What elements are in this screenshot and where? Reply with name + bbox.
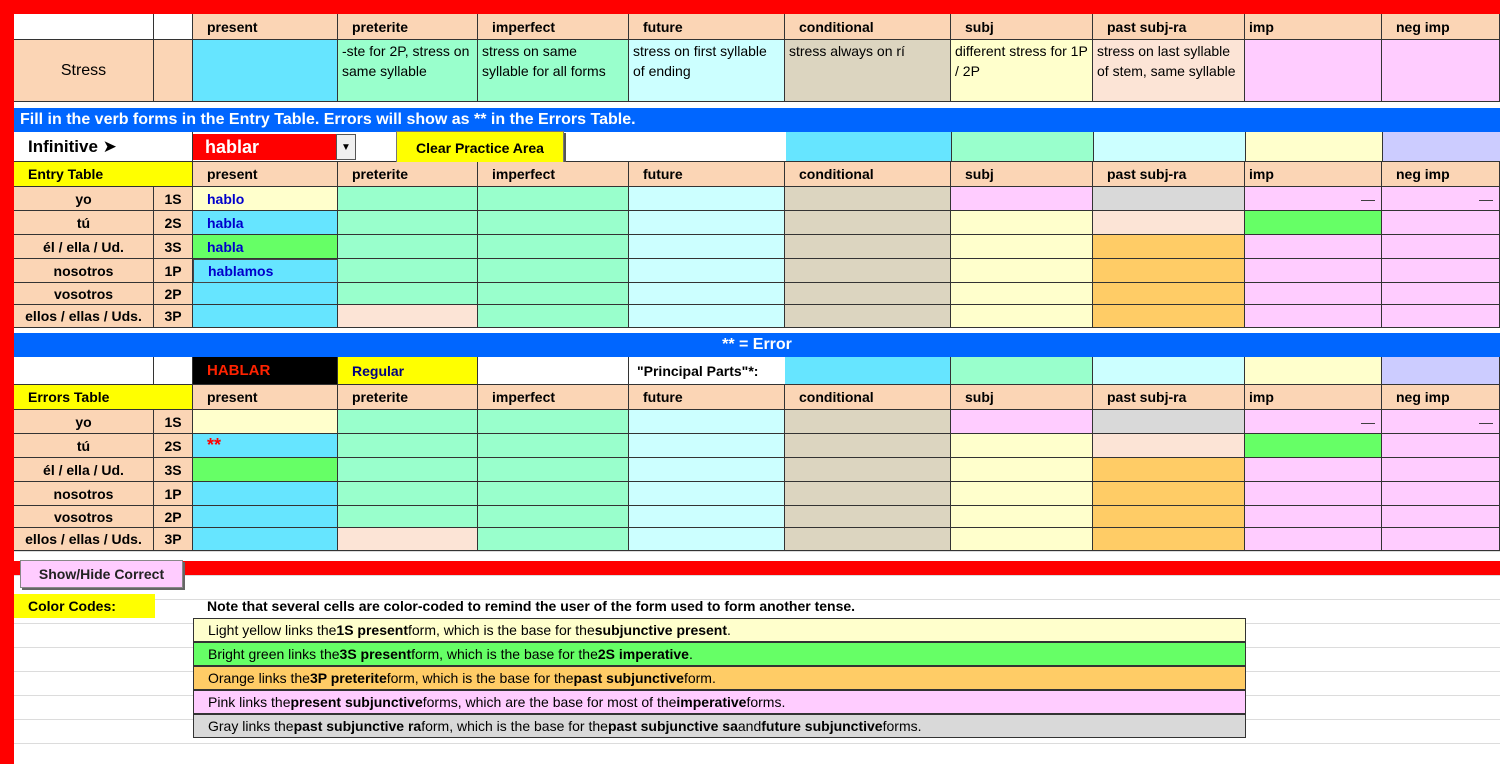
legend-light-yellow bbox=[193, 618, 1246, 642]
error-cell-imperfect bbox=[478, 506, 629, 528]
chevron-down-icon[interactable]: ▼ bbox=[336, 134, 356, 160]
error-cell-neg-imp bbox=[1382, 482, 1500, 506]
errors-h-subj: subj bbox=[951, 385, 1093, 410]
pronoun: nosotros bbox=[14, 482, 154, 506]
header-present: present bbox=[193, 14, 338, 40]
entry-cell-imperfect[interactable] bbox=[478, 235, 629, 259]
color-codes-label: Color Codes: bbox=[14, 594, 155, 618]
header-neg-imp: neg imp bbox=[1382, 14, 1500, 40]
person: 3S bbox=[154, 235, 193, 259]
errors-table-header bbox=[14, 385, 1500, 410]
entry-row bbox=[14, 259, 1500, 283]
entry-cell-future[interactable] bbox=[629, 305, 785, 328]
person: 2S bbox=[154, 434, 193, 458]
error-cell-preterite bbox=[338, 410, 478, 434]
error-cell-present bbox=[193, 506, 338, 528]
legend-text: Light yellow links the bbox=[208, 622, 337, 638]
legend-text: Orange links the bbox=[208, 670, 310, 686]
info-blank-3 bbox=[478, 357, 629, 385]
entry-cell-future[interactable] bbox=[629, 235, 785, 259]
legend-text: form, which is the base for the bbox=[421, 718, 608, 734]
legend-bold: imperative bbox=[676, 694, 747, 710]
errors-row bbox=[14, 410, 1500, 434]
entry-h-future: future bbox=[629, 162, 785, 187]
error-cell-past-subj-ra bbox=[1093, 434, 1245, 458]
entry-cell-neg-imp[interactable] bbox=[1382, 211, 1500, 235]
legend-text: Bright green links the bbox=[208, 646, 340, 662]
error-cell-future bbox=[629, 506, 785, 528]
entry-h-imperfect: imperfect bbox=[478, 162, 629, 187]
error-cell-conditional bbox=[785, 434, 951, 458]
header-imp: imp bbox=[1245, 14, 1382, 40]
entry-cell-preterite[interactable] bbox=[338, 283, 478, 305]
red-frame-top bbox=[0, 0, 1500, 14]
stress-past-subj-ra: stress on last syllable of stem, same syllable bbox=[1093, 40, 1245, 102]
entry-cell-conditional[interactable] bbox=[785, 235, 951, 259]
stress-neg-imp bbox=[1382, 40, 1500, 102]
header-blank bbox=[14, 14, 154, 40]
header-future: future bbox=[629, 14, 785, 40]
stress-row bbox=[14, 40, 1500, 102]
pp2-lavender bbox=[1382, 357, 1500, 385]
error-cell-past-subj-ra bbox=[1093, 506, 1245, 528]
errors-table-title: Errors Table bbox=[14, 385, 193, 410]
error-cell-past-subj-ra bbox=[1093, 410, 1245, 434]
entry-cell-imp[interactable] bbox=[1245, 283, 1382, 305]
legend-bold: 1S present bbox=[336, 622, 408, 638]
pp-light-cyan bbox=[1094, 132, 1246, 162]
legend-orange bbox=[193, 666, 1246, 690]
entry-cell-imperfect[interactable] bbox=[478, 283, 629, 305]
entry-cell-present[interactable]: habla bbox=[193, 235, 338, 259]
principal-parts-label: "Principal Parts"*: bbox=[629, 357, 785, 385]
entry-cell-preterite[interactable] bbox=[338, 259, 478, 283]
entry-cell-neg-imp[interactable] bbox=[1382, 305, 1500, 328]
legend-bold: future subjunctive bbox=[761, 718, 883, 734]
person: 3P bbox=[154, 305, 193, 328]
entry-cell-imp[interactable] bbox=[1245, 211, 1382, 235]
error-cell-subj bbox=[951, 482, 1093, 506]
stress-future: stress on first syllable of ending bbox=[629, 40, 785, 102]
entry-h-past-subj-ra: past subj-ra bbox=[1093, 162, 1245, 187]
error-cell-imperfect bbox=[478, 434, 629, 458]
stress-imperfect: stress on same syllable for all forms bbox=[478, 40, 629, 102]
pronoun: tú bbox=[14, 434, 154, 458]
errors-h-preterite: preterite bbox=[338, 385, 478, 410]
pronoun: ellos / ellas / Uds. bbox=[14, 528, 154, 551]
header-subj: subj bbox=[951, 14, 1093, 40]
entry-cell-future[interactable] bbox=[629, 283, 785, 305]
person: 2P bbox=[154, 283, 193, 305]
person: 2S bbox=[154, 211, 193, 235]
person: 2P bbox=[154, 506, 193, 528]
entry-cell-past-subj-ra[interactable] bbox=[1093, 211, 1245, 235]
errors-h-neg-imp: neg imp bbox=[1382, 385, 1500, 410]
errors-row bbox=[14, 458, 1500, 482]
error-cell-conditional bbox=[785, 528, 951, 551]
pp-lavender bbox=[1383, 132, 1500, 162]
error-cell-future bbox=[629, 458, 785, 482]
entry-cell-conditional[interactable] bbox=[785, 259, 951, 283]
entry-h-conditional: conditional bbox=[785, 162, 951, 187]
error-cell-neg-imp bbox=[1382, 458, 1500, 482]
pp-mint bbox=[952, 132, 1094, 162]
error-cell-future bbox=[629, 482, 785, 506]
top-header-row bbox=[14, 14, 1500, 40]
error-cell-present bbox=[193, 528, 338, 551]
entry-cell-preterite[interactable] bbox=[338, 211, 478, 235]
legend-pink bbox=[193, 690, 1246, 714]
entry-row bbox=[14, 305, 1500, 328]
legend-bold: past subjunctive sa bbox=[607, 718, 738, 734]
entry-cell-subj[interactable] bbox=[951, 283, 1093, 305]
entry-cell-imperfect[interactable] bbox=[478, 187, 629, 211]
legend-bold: 3P preterite bbox=[309, 670, 387, 686]
entry-cell-past-subj-ra[interactable] bbox=[1093, 187, 1245, 211]
pronoun: tú bbox=[14, 211, 154, 235]
errors-h-conditional: conditional bbox=[785, 385, 951, 410]
pp-yellow bbox=[1246, 132, 1383, 162]
entry-cell-conditional[interactable] bbox=[785, 283, 951, 305]
header-conditional: conditional bbox=[785, 14, 951, 40]
error-cell-preterite bbox=[338, 434, 478, 458]
entry-row bbox=[14, 211, 1500, 235]
legend-text: forms. bbox=[882, 718, 922, 734]
entry-cell-preterite[interactable] bbox=[338, 235, 478, 259]
entry-cell-imp[interactable] bbox=[1245, 235, 1382, 259]
legend-bold: subjunctive present bbox=[594, 622, 728, 638]
error-cell-present bbox=[193, 458, 338, 482]
legend-bold: present subjunctive bbox=[290, 694, 423, 710]
pronoun: vosotros bbox=[14, 283, 154, 305]
pronoun: yo bbox=[14, 187, 154, 211]
red-frame-mid bbox=[0, 561, 1500, 575]
entry-cell-present[interactable] bbox=[193, 305, 338, 328]
entry-cell-future[interactable] bbox=[629, 259, 785, 283]
error-cell-subj bbox=[951, 528, 1093, 551]
person: 1P bbox=[154, 482, 193, 506]
entry-cell-imperfect[interactable] bbox=[478, 305, 629, 328]
error-cell-subj bbox=[951, 506, 1093, 528]
error-cell-subj bbox=[951, 458, 1093, 482]
show-hide-correct-button[interactable]: Show/Hide Correct bbox=[20, 560, 183, 588]
errors-row bbox=[14, 482, 1500, 506]
error-cell-subj bbox=[951, 410, 1093, 434]
verb-name: HABLAR bbox=[193, 357, 338, 385]
error-cell-neg-imp: — bbox=[1382, 410, 1500, 434]
error-cell-preterite bbox=[338, 458, 478, 482]
pronoun: nosotros bbox=[14, 259, 154, 283]
legend-gray bbox=[193, 714, 1246, 738]
entry-h-preterite: preterite bbox=[338, 162, 478, 187]
stress-imp bbox=[1245, 40, 1382, 102]
stress-subj: different stress for 1P / 2P bbox=[951, 40, 1093, 102]
entry-cell-past-subj-ra[interactable] bbox=[1093, 235, 1245, 259]
color-codes-note: Note that several cells are color-coded to remind the user of the form used to form another tense. bbox=[207, 598, 856, 614]
error-cell-imp bbox=[1245, 482, 1382, 506]
entry-row bbox=[14, 187, 1500, 211]
entry-cell-subj[interactable] bbox=[951, 235, 1093, 259]
info-blank bbox=[14, 357, 154, 385]
person: 3S bbox=[154, 458, 193, 482]
error-cell-imperfect bbox=[478, 482, 629, 506]
infinitive-select[interactable]: hablar bbox=[193, 134, 355, 160]
error-cell-conditional bbox=[785, 506, 951, 528]
stress-present bbox=[193, 40, 338, 102]
red-frame-left bbox=[0, 0, 14, 764]
entry-cell-conditional[interactable] bbox=[785, 305, 951, 328]
entry-table-title: Entry Table bbox=[14, 162, 193, 187]
entry-cell-past-subj-ra[interactable] bbox=[1093, 283, 1245, 305]
legend-text: forms. bbox=[746, 694, 786, 710]
pronoun: ellos / ellas / Uds. bbox=[14, 305, 154, 328]
legend-bright-green bbox=[193, 642, 1246, 666]
entry-cell-conditional[interactable] bbox=[785, 211, 951, 235]
legend-text: Pink links the bbox=[208, 694, 291, 710]
error-cell-neg-imp bbox=[1382, 528, 1500, 551]
error-banner: ** = Error bbox=[14, 333, 1500, 357]
entry-cell-subj[interactable] bbox=[951, 259, 1093, 283]
pronoun: él / ella / Ud. bbox=[14, 458, 154, 482]
entry-cell-imperfect[interactable] bbox=[478, 259, 629, 283]
error-cell-neg-imp bbox=[1382, 506, 1500, 528]
entry-cell-past-subj-ra[interactable] bbox=[1093, 305, 1245, 328]
person: 1P bbox=[154, 259, 193, 283]
legend-text: form, which is the base for the bbox=[386, 670, 574, 686]
person: 1S bbox=[154, 410, 193, 434]
entry-h-neg-imp: neg imp bbox=[1382, 162, 1500, 187]
person: 3P bbox=[154, 528, 193, 551]
error-cell-past-subj-ra bbox=[1093, 458, 1245, 482]
entry-cell-preterite[interactable] bbox=[338, 187, 478, 211]
stress-label: Stress bbox=[14, 40, 154, 102]
entry-h-present: present bbox=[193, 162, 338, 187]
legend-text: form, which is the base for the bbox=[411, 646, 598, 662]
error-cell-past-subj-ra bbox=[1093, 482, 1245, 506]
entry-row bbox=[14, 283, 1500, 305]
entry-cell-subj[interactable] bbox=[951, 187, 1093, 211]
legend-bold: past subjunctive bbox=[573, 670, 684, 686]
verb-info-row bbox=[14, 357, 1500, 385]
legend-text: form. bbox=[683, 670, 716, 686]
entry-cell-present[interactable]: hablamos bbox=[193, 259, 338, 283]
infinitive-label: Infinitive ➤ bbox=[14, 132, 193, 162]
entry-cell-neg-imp[interactable] bbox=[1382, 235, 1500, 259]
pronoun: vosotros bbox=[14, 506, 154, 528]
legend-bold: 3S present bbox=[339, 646, 412, 662]
stress-conditional: stress always on rí bbox=[785, 40, 951, 102]
error-cell-present: ** bbox=[193, 434, 338, 458]
entry-cell-imp[interactable] bbox=[1245, 305, 1382, 328]
legend-text: Gray links the bbox=[208, 718, 294, 734]
entry-cell-neg-imp[interactable] bbox=[1382, 283, 1500, 305]
errors-h-imperfect: imperfect bbox=[478, 385, 629, 410]
pp2-light-cyan bbox=[1093, 357, 1245, 385]
entry-cell-present[interactable] bbox=[193, 283, 338, 305]
header-imperfect: imperfect bbox=[478, 14, 629, 40]
error-cell-conditional bbox=[785, 410, 951, 434]
errors-row bbox=[14, 434, 1500, 458]
error-cell-imperfect bbox=[478, 458, 629, 482]
errors-row bbox=[14, 506, 1500, 528]
verb-type: Regular bbox=[338, 357, 478, 385]
errors-h-present: present bbox=[193, 385, 338, 410]
info-blank-2 bbox=[154, 357, 193, 385]
entry-row bbox=[14, 235, 1500, 259]
errors-h-future: future bbox=[629, 385, 785, 410]
entry-cell-subj[interactable] bbox=[951, 305, 1093, 328]
error-cell-imp bbox=[1245, 458, 1382, 482]
entry-cell-preterite[interactable] bbox=[338, 305, 478, 328]
header-blank-2 bbox=[154, 14, 193, 40]
entry-cell-imp[interactable]: — bbox=[1245, 187, 1382, 211]
entry-cell-imperfect[interactable] bbox=[478, 211, 629, 235]
legend-bold: past subjunctive ra bbox=[293, 718, 422, 734]
error-cell-preterite bbox=[338, 506, 478, 528]
error-cell-future bbox=[629, 434, 785, 458]
entry-cell-subj[interactable] bbox=[951, 211, 1093, 235]
errors-h-past-subj-ra: past subj-ra bbox=[1093, 385, 1245, 410]
entry-cell-imp[interactable] bbox=[1245, 259, 1382, 283]
error-cell-imperfect bbox=[478, 528, 629, 551]
pp2-yellow bbox=[1245, 357, 1382, 385]
error-cell-future bbox=[629, 528, 785, 551]
error-cell-conditional bbox=[785, 458, 951, 482]
entry-cell-future[interactable] bbox=[629, 211, 785, 235]
entry-cell-neg-imp[interactable] bbox=[1382, 259, 1500, 283]
stress-blank bbox=[154, 40, 193, 102]
entry-cell-present[interactable]: hablo bbox=[193, 187, 338, 211]
entry-cell-future[interactable] bbox=[629, 187, 785, 211]
person: 1S bbox=[154, 187, 193, 211]
instruction-banner: Fill in the verb forms in the Entry Table. Errors will show as ** in the Errors Table. bbox=[14, 108, 1500, 132]
error-cell-imp bbox=[1245, 528, 1382, 551]
pp2-mint bbox=[951, 357, 1093, 385]
error-cell-present bbox=[193, 482, 338, 506]
error-cell-imp bbox=[1245, 434, 1382, 458]
pp2-cyan bbox=[785, 357, 951, 385]
legend-text: . bbox=[688, 646, 693, 662]
pronoun: yo bbox=[14, 410, 154, 434]
error-cell-past-subj-ra bbox=[1093, 528, 1245, 551]
legend-text: form, which is the base for the bbox=[408, 622, 595, 638]
legend-text: and bbox=[737, 718, 762, 734]
entry-h-subj: subj bbox=[951, 162, 1093, 187]
errors-h-imp: imp bbox=[1245, 385, 1382, 410]
error-cell-imp: — bbox=[1245, 410, 1382, 434]
entry-h-imp: imp bbox=[1245, 162, 1382, 187]
legend-text: . bbox=[727, 622, 731, 638]
error-cell-subj bbox=[951, 434, 1093, 458]
clear-practice-button[interactable]: Clear Practice Area bbox=[396, 131, 564, 165]
error-cell-present bbox=[193, 410, 338, 434]
entry-cell-past-subj-ra[interactable] bbox=[1093, 259, 1245, 283]
header-past-subj-ra: past subj-ra bbox=[1093, 14, 1245, 40]
error-cell-conditional bbox=[785, 482, 951, 506]
errors-row bbox=[14, 528, 1500, 551]
legend-text: forms, which are the base for most of the bbox=[422, 694, 677, 710]
stress-preterite: -ste for 2P, stress on same syllable bbox=[338, 40, 478, 102]
error-cell-future bbox=[629, 410, 785, 434]
pronoun: él / ella / Ud. bbox=[14, 235, 154, 259]
entry-table-header bbox=[14, 162, 1500, 187]
error-cell-preterite bbox=[338, 482, 478, 506]
error-cell-neg-imp bbox=[1382, 434, 1500, 458]
pp-cyan bbox=[786, 132, 952, 162]
error-cell-imperfect bbox=[478, 410, 629, 434]
error-cell-preterite bbox=[338, 528, 478, 551]
entry-cell-present[interactable]: habla bbox=[193, 211, 338, 235]
legend-bold: 2S imperative bbox=[597, 646, 689, 662]
entry-cell-neg-imp[interactable]: — bbox=[1382, 187, 1500, 211]
entry-cell-conditional[interactable] bbox=[785, 187, 951, 211]
header-preterite: preterite bbox=[338, 14, 478, 40]
error-cell-imp bbox=[1245, 506, 1382, 528]
